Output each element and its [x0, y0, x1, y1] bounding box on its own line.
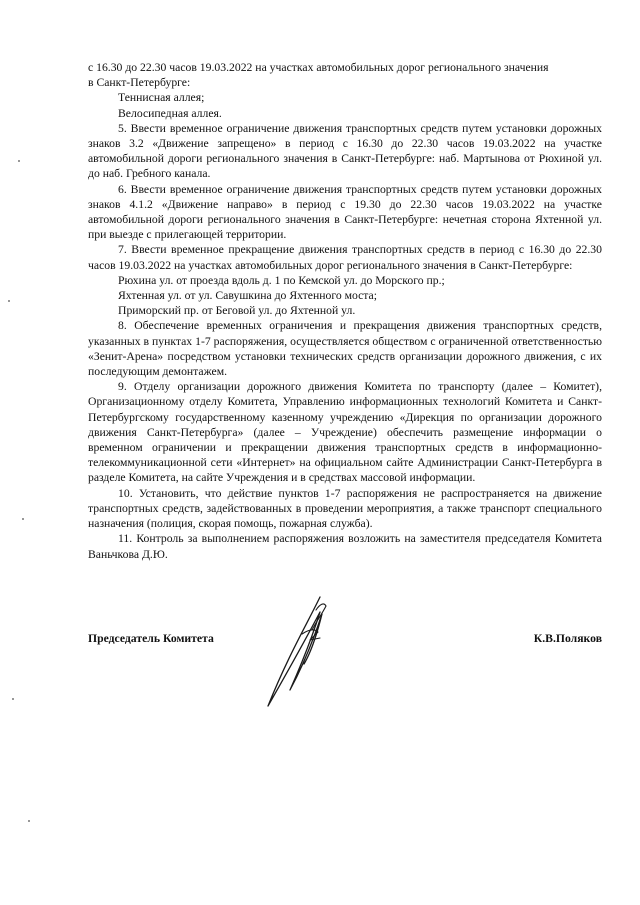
paragraph-9: 9. Отделу организации дорожного движения Комитета по транспорту (далее – Комитет), Организационному отделу Комитета, Управлению информационных технологий Комитета и Санкт-Петербургскому государственному казенному учреждению «Дирекция по организации дорожного движения Санкт-Петербурга» (далее – Учреждение) обеспечить размещение информации о временном ограничении и прекращении движения транспортных средств в информационно-телекоммуникационной сети «Интернет» на официальном сайте Администрации Санкт-Петербурга в разделе Комитета, на сайте Учреждения и в средствах массовой информации. — [88, 380, 602, 485]
paragraph-8: 8. Обеспечение временных ограничения и прекращения движения транспортных средств, указанных в пунктах 1-7 распоряжения, осуществляется обществом с ограниченной ответственностью «Зенит-Арена» посредством установки технических средств организации дорожного движения, с их последующим демонтажем. — [88, 319, 602, 379]
paragraph-5: 5. Ввести временное ограничение движения транспортных средств путем установки дорожных знаков 3.2 «Движение запрещено» в период с 16.30 до 22.30 часов 19.03.2022 на участке автомобильной дороги регионального значения в Санкт-Петербурге: наб. Мартынова от Рюхиной ул. до наб. Гребного канала. — [88, 121, 602, 181]
paragraph-10: 10. Установить, что действие пунктов 1-7 распоряжения не распространяется на движение транспортных средств, задействованных в проведении мероприятия, а также транспорт специального назначения (полиция, скорая помощь, пожарная служба). — [88, 486, 602, 531]
intro-line-2: в Санкт-Петербурге: — [88, 76, 191, 90]
scan-speck — [12, 698, 14, 700]
signatory-position: Председатель Комитета — [88, 632, 214, 645]
handwritten-signature — [258, 594, 348, 709]
list-item: Яхтенная ул. от ул. Савушкина до Яхтенного моста; — [118, 289, 377, 303]
paragraph-7: 7. Ввести временное прекращение движения транспортных средств в период с 16.30 до 22.30 часов 19.03.2022 на участках автомобильных дорог регионального значения в Санкт-Петербурге: — [88, 243, 602, 272]
list-item: Приморский пр. от Беговой ул. до Яхтенной ул. — [118, 304, 356, 318]
document-body — [88, 60, 602, 562]
list-item: Рюхина ул. от проезда вдоль д. 1 по Кемской ул. до Морского пр.; — [118, 273, 445, 287]
signatory-name: К.В.Поляков — [533, 632, 602, 645]
scan-speck — [8, 300, 10, 302]
list-item: Велосипедная аллея. — [118, 106, 222, 120]
paragraph-11: 11. Контроль за выполнением распоряжения возложить на заместителя председателя Комитета Ваньчкова Д.Ю. — [88, 532, 602, 561]
paragraph-6: 6. Ввести временное ограничение движения транспортных средств путем установки дорожных знаков 4.1.2 «Движение направо» в период с 19.30 до 22.30 часов 19.03.2022 на участке автомобильной дороги регионального значения в Санкт-Петербурге: нечетная сторона Яхтенной ул. при выезде с прилегающей территории. — [88, 182, 602, 242]
list-item: Теннисная аллея; — [118, 91, 205, 105]
intro-line-1: с 16.30 до 22.30 часов 19.03.2022 на участках автомобильных дорог регионального значения — [88, 61, 549, 74]
scan-speck — [28, 820, 30, 822]
scan-speck — [22, 518, 24, 520]
scan-speck — [18, 160, 20, 162]
